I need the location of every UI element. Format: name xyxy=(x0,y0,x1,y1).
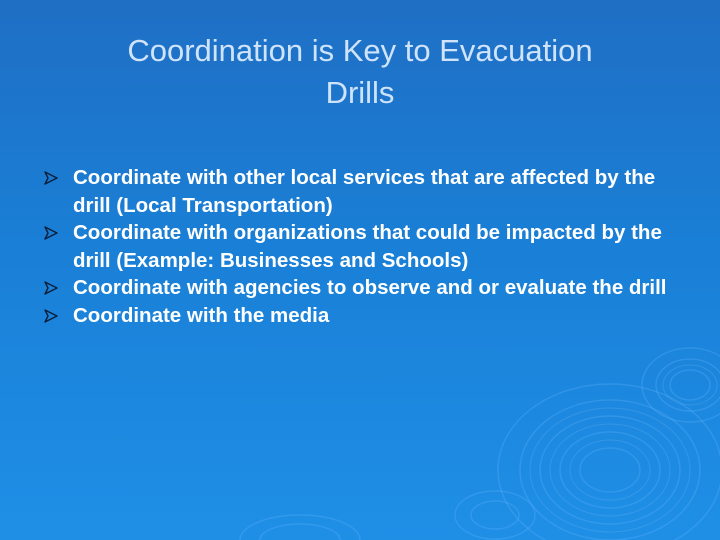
bullet-text: Coordinate with the media xyxy=(73,303,330,327)
bullet-text: Coordinate with agencies to observe and or evaluate the drill xyxy=(73,276,667,299)
arrowhead-bullet-icon xyxy=(44,171,58,185)
bullet-text: Coordinate with organizations that could be impacted by the drill (Example: Businesses and Schools) xyxy=(73,221,662,272)
bullet-item xyxy=(44,274,684,302)
slide-title xyxy=(40,30,680,114)
arrowhead-bullet-icon xyxy=(44,226,58,240)
arrowhead-bullet-icon xyxy=(44,281,58,295)
slide-title-line1: Coordination is Key to Evacuation xyxy=(127,33,593,68)
bullet-item xyxy=(44,302,684,330)
arrowhead-bullet-icon xyxy=(44,309,58,323)
bullet-list xyxy=(44,164,684,329)
bullet-item xyxy=(44,219,684,274)
slide-title-line2: Drills xyxy=(325,75,395,110)
bullet-text: Coordinate with other local services that are affected by the drill (Local Transportation) xyxy=(73,166,656,217)
bullet-item xyxy=(44,164,684,219)
